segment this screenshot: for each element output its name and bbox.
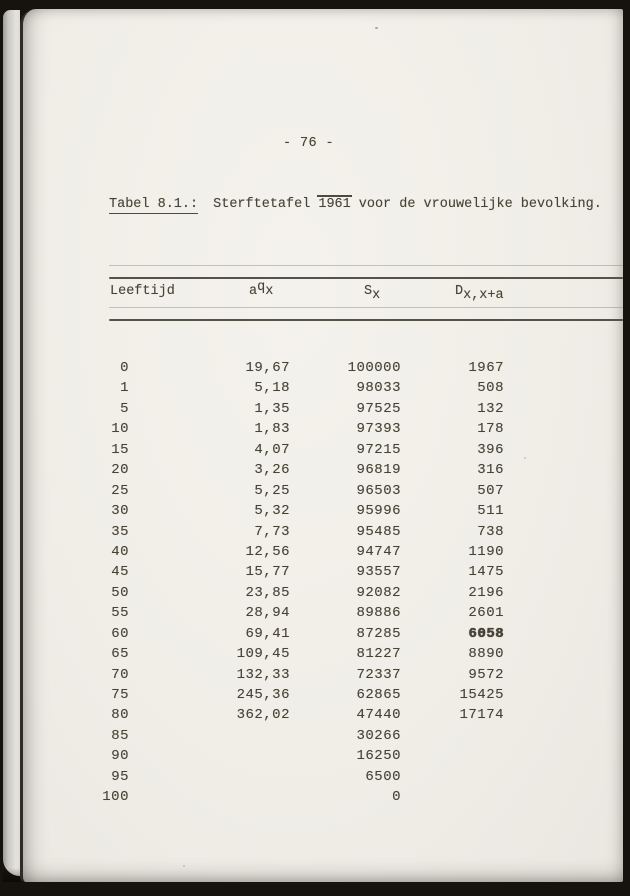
cell-leeftijd: 40 [111,543,129,560]
cell-sx: 87285 [356,625,401,642]
cell-leeftijd: 80 [111,707,129,724]
table-row [23,358,623,378]
cell-dx: 511 [477,503,504,520]
cell-aqx: 4,07 [254,441,290,458]
cell-dx: 508 [477,380,504,397]
dx-base: D [455,284,464,299]
cell-leeftijd: 90 [111,748,129,765]
cell-leeftijd: 85 [111,727,129,744]
table-row [23,767,623,787]
cell-aqx: 5,25 [254,482,290,499]
cell-dx: 2196 [468,584,504,601]
cell-sx: 94747 [356,543,401,560]
cell-aqx: 1,35 [254,400,290,417]
cell-dx: 17174 [459,707,504,724]
cell-aqx: 12,56 [245,543,290,560]
table-row [23,440,623,460]
cell-leeftijd: 60 [111,625,129,642]
cell-aqx: 109,45 [236,646,290,663]
cell-aqx: 1,83 [254,421,290,438]
cell-aqx: 5,32 [254,503,290,520]
table-row [23,501,623,521]
cell-aqx: 15,77 [245,564,290,581]
table-row [23,481,623,501]
cell-dx: 2601 [468,605,504,622]
table-row [23,399,623,419]
column-header-leeftijd: Leeftijd [110,284,175,299]
cell-sx: 95996 [356,503,401,520]
table-row [23,787,623,807]
cell-leeftijd: 25 [111,482,129,499]
aqx-superscript: q [257,280,266,295]
table-row [23,562,623,582]
cell-aqx: 132,33 [236,666,290,683]
dx-subscript: x,x+a [463,288,504,303]
cell-aqx: 245,36 [236,687,290,703]
cell-leeftijd: 100 [102,789,129,806]
cell-dx: 738 [477,523,504,540]
table-row [23,419,623,439]
table-row [23,522,623,542]
cell-dx: 8890 [468,646,504,663]
cell-sx: 16250 [356,748,401,765]
cell-leeftijd: 10 [111,421,129,438]
cell-sx: 92082 [356,584,401,601]
column-header-sx [364,284,381,303]
page-content [23,9,623,882]
cell-aqx: 7,73 [254,523,290,540]
cell-dx: 6058 [468,625,504,642]
cell-leeftijd: 35 [111,523,129,540]
table-row [23,726,623,746]
table-row [23,685,623,705]
table-rule-top [109,277,623,279]
cell-dx: 1190 [468,543,504,560]
table-row [23,624,623,644]
cell-dx: 1967 [468,360,504,376]
table-row [23,705,623,725]
cell-leeftijd: 15 [111,441,129,458]
cell-dx: 507 [477,482,504,499]
table-row [23,746,623,766]
table-caption-text-before-year: Sterftetafel [213,197,311,212]
cell-leeftijd: 70 [111,666,129,683]
cell-sx: 96819 [356,462,401,479]
cell-sx: 97215 [356,441,401,458]
column-header-dx [455,284,504,303]
cell-dx: 316 [477,462,504,479]
cell-dx: 396 [477,441,504,458]
cell-sx: 96503 [356,482,401,499]
cell-dx: 1475 [468,564,504,581]
scan-speck [375,27,378,29]
table-rule-bottom-ghost [109,307,623,308]
table-row [23,665,623,685]
cell-leeftijd: 5 [120,400,129,417]
cell-sx: 93557 [356,564,401,581]
page-number: - 76 - [283,136,335,151]
cell-aqx: 3,26 [254,462,290,479]
cell-dx: 9572 [468,666,504,683]
table-caption-text-after-year: voor de vrouwelijke bevolking. [358,197,602,212]
cell-leeftijd: 65 [111,646,129,663]
cell-sx: 89886 [356,605,401,622]
aqx-x: x [265,284,274,299]
book-page-edge [3,10,20,876]
aqx-base: a [249,284,258,299]
cell-leeftijd: 1 [120,380,129,397]
cell-dx: 15425 [459,687,504,703]
table-row [23,644,623,664]
cell-sx: 62865 [356,687,401,703]
cell-leeftijd: 55 [111,605,129,622]
cell-aqx: 23,85 [245,584,290,601]
cell-sx: 100000 [347,360,401,376]
cell-sx: 72337 [356,666,401,683]
column-header-aqx [249,280,274,299]
cell-leeftijd: 95 [111,768,129,785]
cell-sx: 95485 [356,523,401,540]
table-row [23,378,623,398]
cell-aqx: 69,41 [245,625,290,642]
cell-leeftijd: 50 [111,584,129,601]
cell-sx: 81227 [356,646,401,663]
cell-aqx: 19,67 [245,360,290,376]
table-rule-top-ghost [109,265,623,266]
cell-dx: 132 [477,400,504,417]
cell-dx: 178 [477,421,504,438]
cell-aqx: 28,94 [245,605,290,622]
table-rule-bottom [109,319,623,321]
cell-sx: 97393 [356,421,401,438]
cell-sx: 30266 [356,727,401,744]
table-caption-label: Tabel 8.1.: [109,197,199,212]
cell-leeftijd: 30 [111,503,129,520]
cell-sx: 98033 [356,380,401,397]
cell-sx: 6500 [365,768,401,785]
table-row [23,583,623,603]
cell-sx: 97525 [356,400,401,417]
scan-speck [183,865,185,867]
cell-leeftijd: 0 [120,360,129,376]
cell-sx: 47440 [356,707,401,724]
cell-leeftijd: 75 [111,687,129,703]
table-rows [23,358,623,808]
table-row [23,603,623,623]
scanned-page [20,9,623,882]
cell-aqx: 5,18 [254,380,290,397]
table-caption [109,197,602,212]
sx-base: S [364,284,373,299]
table-row [23,542,623,562]
table-caption-year: 1961 [318,197,351,212]
cell-leeftijd: 45 [111,564,129,581]
cell-sx: 0 [392,789,401,806]
sx-subscript: x [372,288,381,303]
table-row [23,460,623,480]
cell-leeftijd: 20 [111,462,129,479]
cell-aqx: 362,02 [236,707,290,724]
